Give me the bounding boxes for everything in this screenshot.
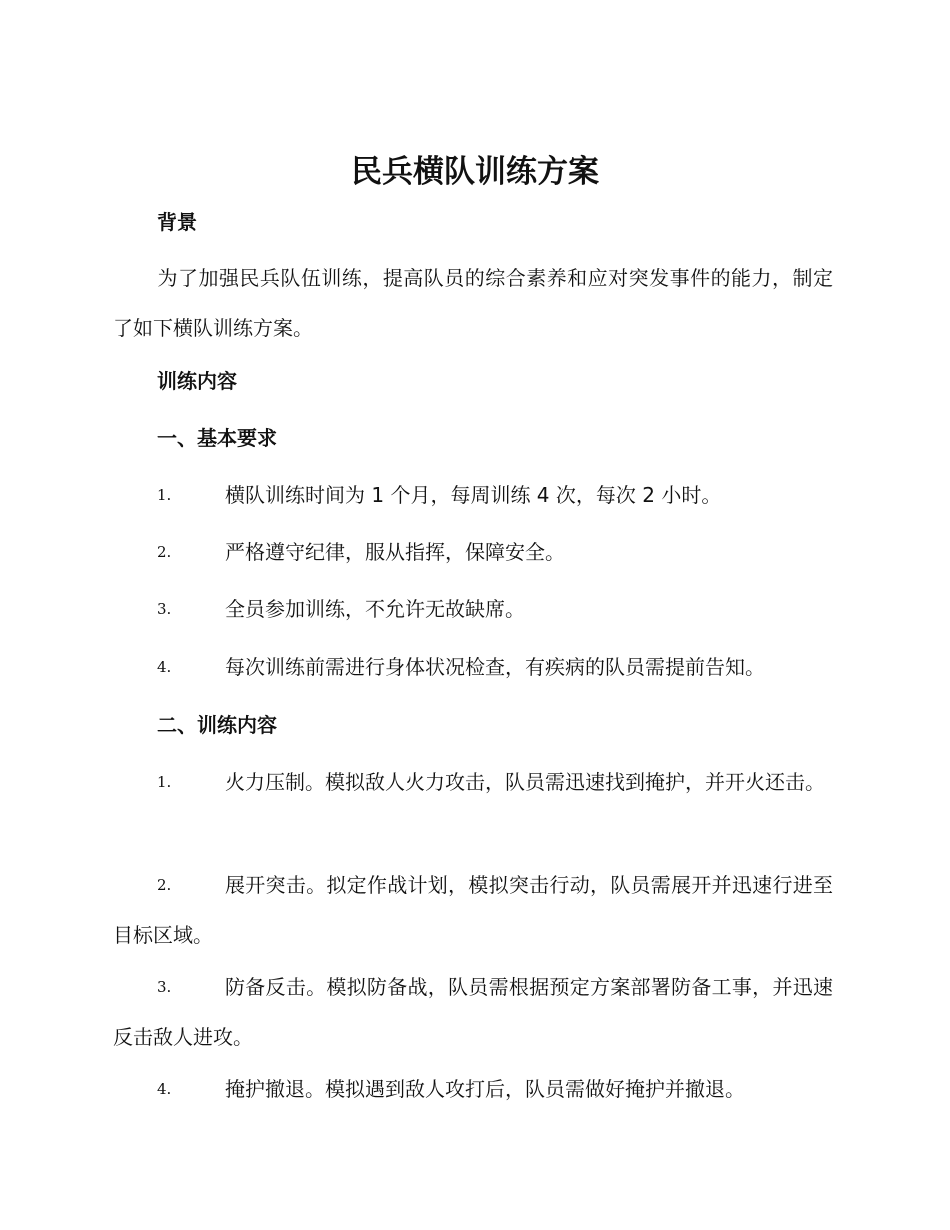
section2-heading: 二、训练内容: [157, 713, 277, 737]
list-item-text: 严格遵守纪律，服从指挥，保障安全。: [225, 540, 565, 564]
document-title: 民兵横队训练方案: [351, 154, 599, 190]
list-item: [113, 584, 833, 634]
background-heading: 背景: [157, 210, 197, 234]
list-item-text: 掩护撤退。模拟遇到敌人攻打后，队员需做好掩护并撤退。: [225, 1077, 745, 1101]
list-item-text: 每次训练前需进行身体状况检查，有疾病的队员需提前告知。: [225, 655, 765, 679]
background-paragraph: [113, 253, 833, 353]
list-item: [113, 642, 833, 692]
list-item: [113, 470, 833, 520]
list-item-number: 2.: [157, 543, 172, 561]
list-item-number: 3.: [157, 600, 172, 618]
list-item-text: 展开突击。拟定作战计划，模拟突击行动，队员需展开并迅速行进至目标区域。: [113, 873, 833, 947]
list-item-number: 4.: [157, 658, 172, 676]
background-text: 为了加强民兵队伍训练，提高队员的综合素养和应对突发事件的能力，制定了如下横队训练方案。: [113, 266, 833, 340]
list-item-number: 3.: [157, 978, 172, 996]
list-item: [113, 962, 833, 1062]
list-item-text: 横队训练时间为 1 个月，每周训练 4 次，每次 2 小时。: [225, 483, 722, 507]
list-item-text: 防备反击。模拟防备战，队员需根据预定方案部署防备工事，并迅速反击敌人进攻。: [113, 975, 833, 1049]
list-item: [113, 527, 833, 577]
list-item-text: 全员参加训练，不允许无故缺席。: [225, 597, 525, 621]
list-item-number: 1.: [157, 486, 172, 504]
list-item: [113, 757, 833, 807]
list-item-number: 2.: [157, 876, 172, 894]
list-item: [113, 1064, 833, 1114]
section1-heading: 一、基本要求: [157, 426, 277, 450]
list-item-number: 1.: [157, 773, 172, 791]
list-item: [113, 860, 833, 960]
training-content-heading: 训练内容: [157, 369, 237, 393]
list-item-number: 4.: [157, 1080, 172, 1098]
list-item-text: 火力压制。模拟敌人火力攻击，队员需迅速找到掩护，并开火还击。: [225, 770, 825, 794]
